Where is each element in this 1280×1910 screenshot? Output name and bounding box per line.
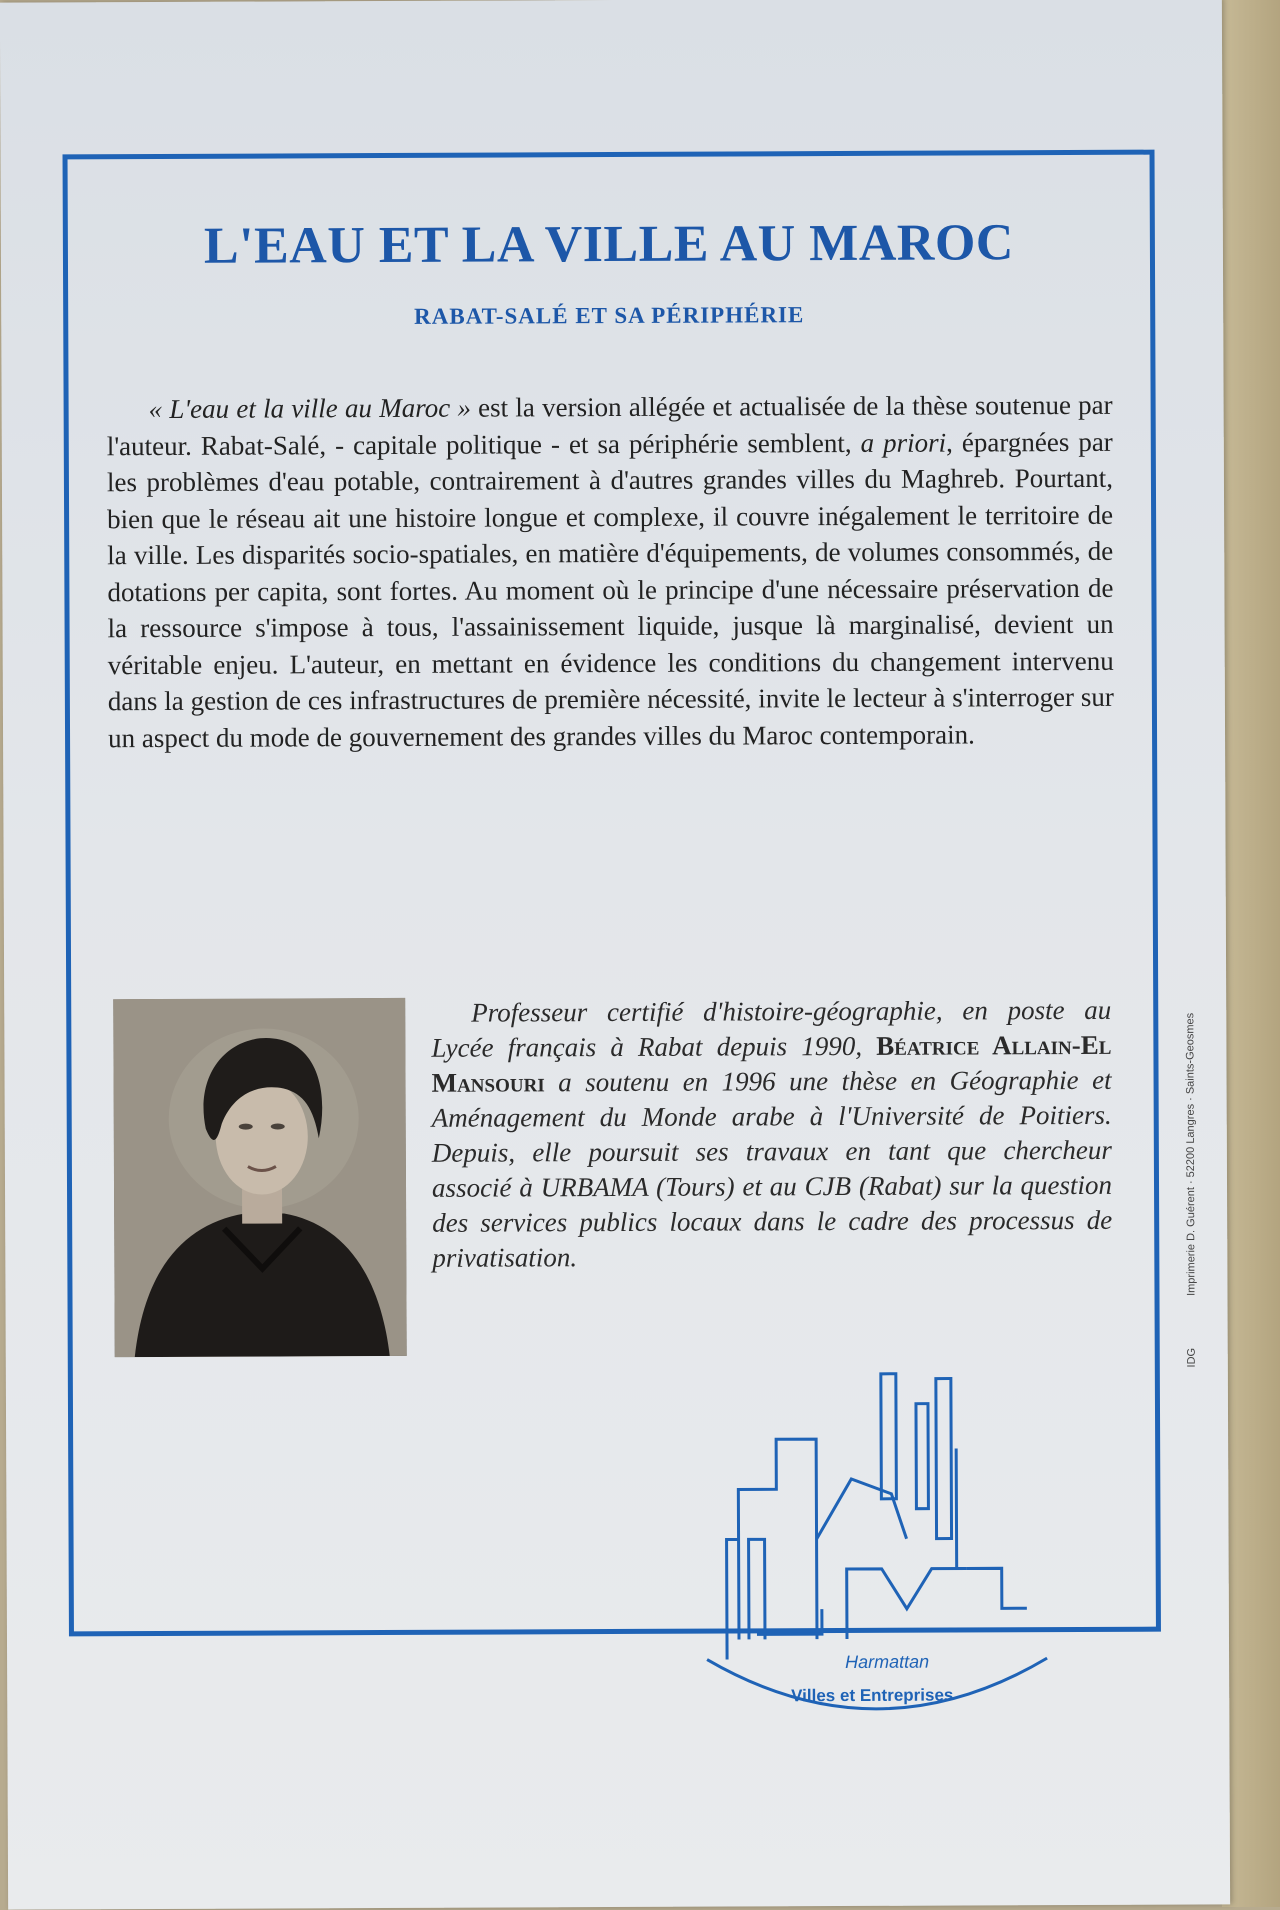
book-title: L'EAU ET LA VILLE AU MAROC bbox=[203, 214, 1015, 275]
author-bio-part2: a soutenu en 1996 une thèse en Géographie et Aménagement du Monde arabe à l'Université de Poitiers. Depuis, elle poursuit ses travaux en tant que chercheur associé à URBAMA (Tours) et au CJB (Rabat) sur la question des services publics locaux dans le cadre des processus de privatisation. bbox=[431, 1064, 1113, 1273]
city-skyline-icon bbox=[665, 1238, 1087, 1720]
author-bio-part1: Professeur certifié d'histoire-géographie, en poste au Lycée français à Rabat depuis 1990, bbox=[431, 994, 1112, 1063]
publisher-name: Harmattan bbox=[845, 1651, 930, 1673]
background-surface bbox=[1222, 0, 1280, 1907]
publisher-logo bbox=[665, 1238, 1087, 1720]
book-summary bbox=[107, 387, 1115, 756]
collection-name: Villes et Entreprises bbox=[791, 1685, 954, 1706]
summary-quoted-title: « L'eau et la ville au Maroc » bbox=[148, 392, 471, 425]
author-bio bbox=[431, 993, 1112, 1276]
book-subtitle: RABAT-SALÉ ET SA PÉRIPHÉRIE bbox=[414, 302, 805, 329]
printer-code: IDG bbox=[1185, 1347, 1198, 1368]
printer-line: Imprimerie D. Guérent · 52200 Langres · Saints-Geosmes bbox=[1184, 1012, 1198, 1296]
summary-text-part1: est la version allégée et actualisée de la thèse soutenue par l'auteur. Rabat-Salé, - capitale politique - et sa périphérie semblent, bbox=[106, 389, 1113, 461]
summary-text-part2: , épargnées par les problèmes d'eau potable, contrairement à d'autres grandes villes du Maghreb. Pourtant, bien que le réseau ait une histoire longue et complexe, il couvre inégalement le territoire de la ville. Les disparités socio-spatiales, en matière d'équipements, de volumes consommés, de dotations per capita, sont fortes. Au moment où le principe d'une nécessaire préservation de la ressource s'impose à tous, l'assainissement liquide, jusque là marginalisé, devient un véritable enjeu. L'auteur, en mettant en évidence les conditions du changement intervenu dans la gestion de ces infrastructures de première nécessité, invite le lecteur à s'interroger sur un aspect du mode de gouvernement des grandes villes du Maroc contemporain. bbox=[106, 426, 1114, 753]
author-name: Béatrice Allain-El Mansouri bbox=[431, 1029, 1112, 1098]
printer-imprint bbox=[1184, 867, 1206, 1367]
author-photo bbox=[113, 998, 407, 1357]
summary-a-priori: a priori bbox=[860, 427, 947, 458]
